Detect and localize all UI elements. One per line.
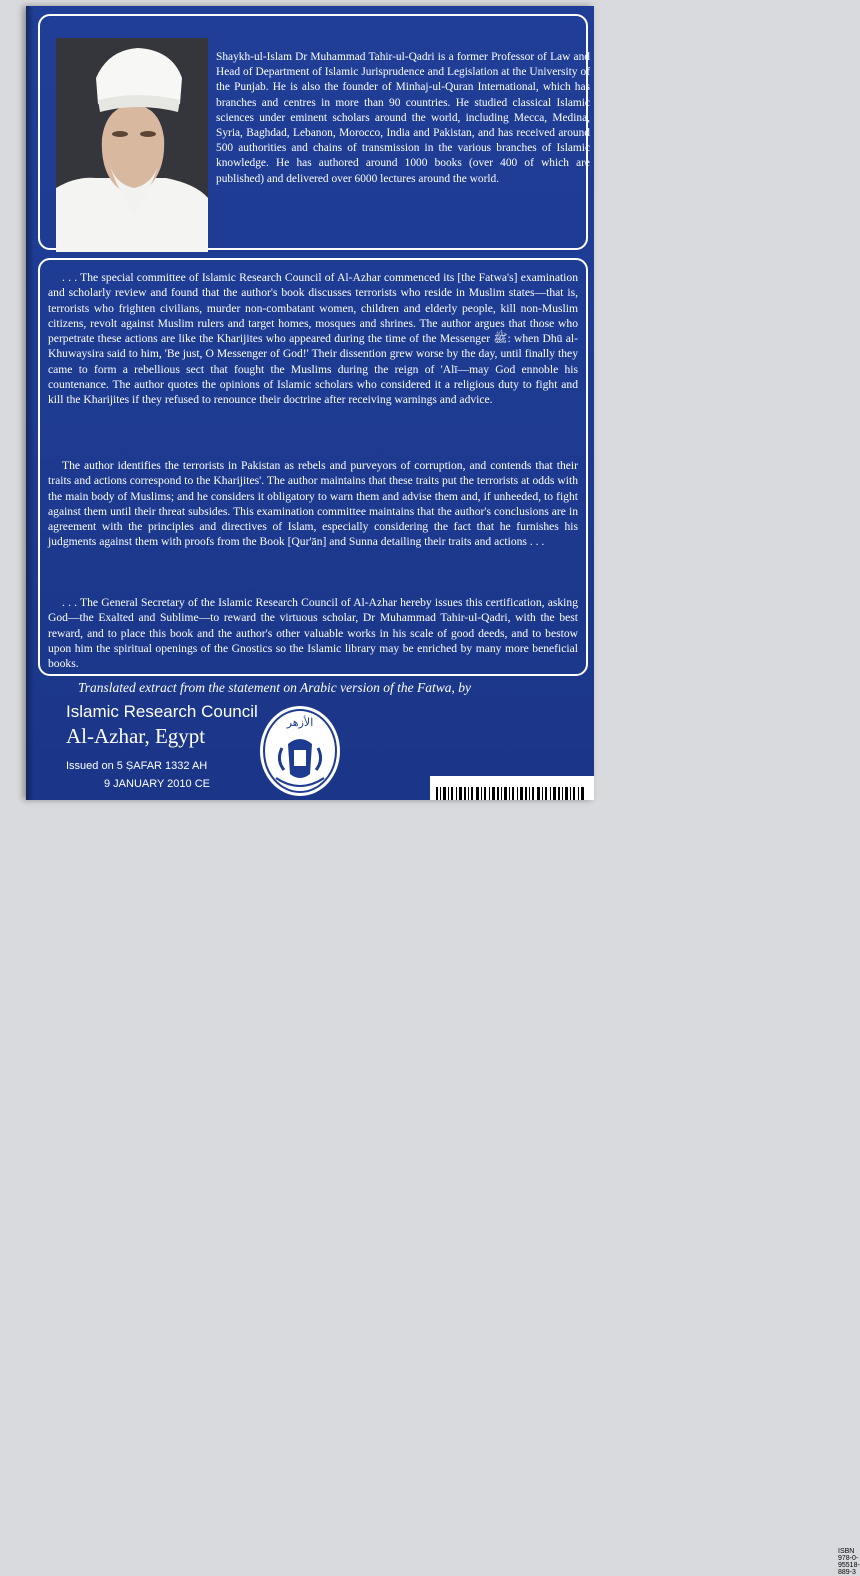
- back-cover: [26, 6, 860, 1576]
- barcode-bars-icon: [436, 787, 586, 800]
- translation-note: Translated extract from the statement on Arabic version of the Fatwa, by: [78, 680, 471, 695]
- extract-paragraph-1: . . . The special committee of Islamic Research Council of Al-Azhar commenced its [the Fatwa's] examination and scholarly review and found that the author's book discusses terrorists who reside in Muslim states—that is, terrorists who frighten civilians, murder non-combatant women, children and elderly people, kill non-Muslim citizens, revolt against Muslim rulers and target homes, mosques and shrines. The author argues that those who perpetrate these actions are like the Kharijites who appeared during the time of the Messenger ﷺ: when Dhū al-Khuwaysira said to him, 'Be just, O Messenger of God!' Their dissention grew worse by the day, until finally they came to form a rebellious sect that fought the Muslims during the reign of 'Alī—may God ennoble his countenance. The author quotes the opinions of Islamic scholars who considered it a religious duty to fight and kill the Kharijites if they refused to renounce their doctrine after receiving warnings and advice.: [48, 271, 578, 407]
- isbn-number: ISBN 978-0-95518-889-3: [838, 1548, 860, 1576]
- council-name: Islamic Research Council: [66, 702, 258, 721]
- extract-paragraph-3: . . . The General Secretary of the Islamic Research Council of Al-Azhar hereby issues this certification, asking God—the Exalted and Sublime—to reward the virtuous scholar, Dr Muhammad Tahir-ul-Qadri, with the best reward, and to place this book and the author's other valuable works in his scale of good deeds, and to bestow upon him the spiritual openings of the Gnostics so the Islamic library may be enriched by many more beneficial books.: [48, 596, 578, 671]
- barcode: [430, 776, 860, 1576]
- extract-paragraph-2: The author identifies the terrorists in Pakistan as rebels and purveyors of corruption, and contends that their traits and actions correspond to the Kharijites'. The author maintains that these traits put the terrorists at odds with the main body of Muslims; and he considers it obligatory to warn them and advise them and, if unheeded, to fight against them until their threat subsides. This examination committee maintains that the author's conclusions are in agreement with the principles and directives of Islam, especially considering the fact that he furnishes his judgments against them with proofs from the Book [Qur'ān] and Sunna detailing their traits and actions . . .: [48, 459, 578, 549]
- issued-date-hijri: Issued on 5 ṢAFAR 1332 AH: [66, 760, 208, 772]
- seal-emblem-icon: [258, 704, 342, 798]
- author-portrait-image: [56, 38, 208, 252]
- spine-shadow: [26, 6, 34, 800]
- seal-text: الأزهر: [286, 716, 314, 729]
- author-bio-text: Shaykh-ul-Islam Dr Muhammad Tahir-ul-Qadri is a former Professor of Law and Head of Department of Islamic Jurisprudence and Legislation at the University of the Punjab. He is also the founder of Minhaj-ul-Quran International, which has branches and centres in more than 90 countries. He studied classical Islamic sciences under eminent scholars around the world, including Mecca, Medina, Syria, Baghdad, Lebanon, Morocco, India and Pakistan, and has received around 500 authorities and chains of transmission in the various branches of Islamic knowledge. He has authored around 1000 books (over 400 of which are published) and delivered over 6000 lectures around the world.: [216, 51, 590, 185]
- author-portrait: [56, 38, 208, 252]
- al-azhar-seal: [258, 704, 342, 798]
- author-bio-panel: [38, 14, 588, 250]
- fatwa-extract-panel: [38, 258, 588, 676]
- issued-date-ce: 9 JANUARY 2010 CE: [104, 778, 210, 790]
- council-place: Al-Azhar, Egypt: [66, 724, 206, 748]
